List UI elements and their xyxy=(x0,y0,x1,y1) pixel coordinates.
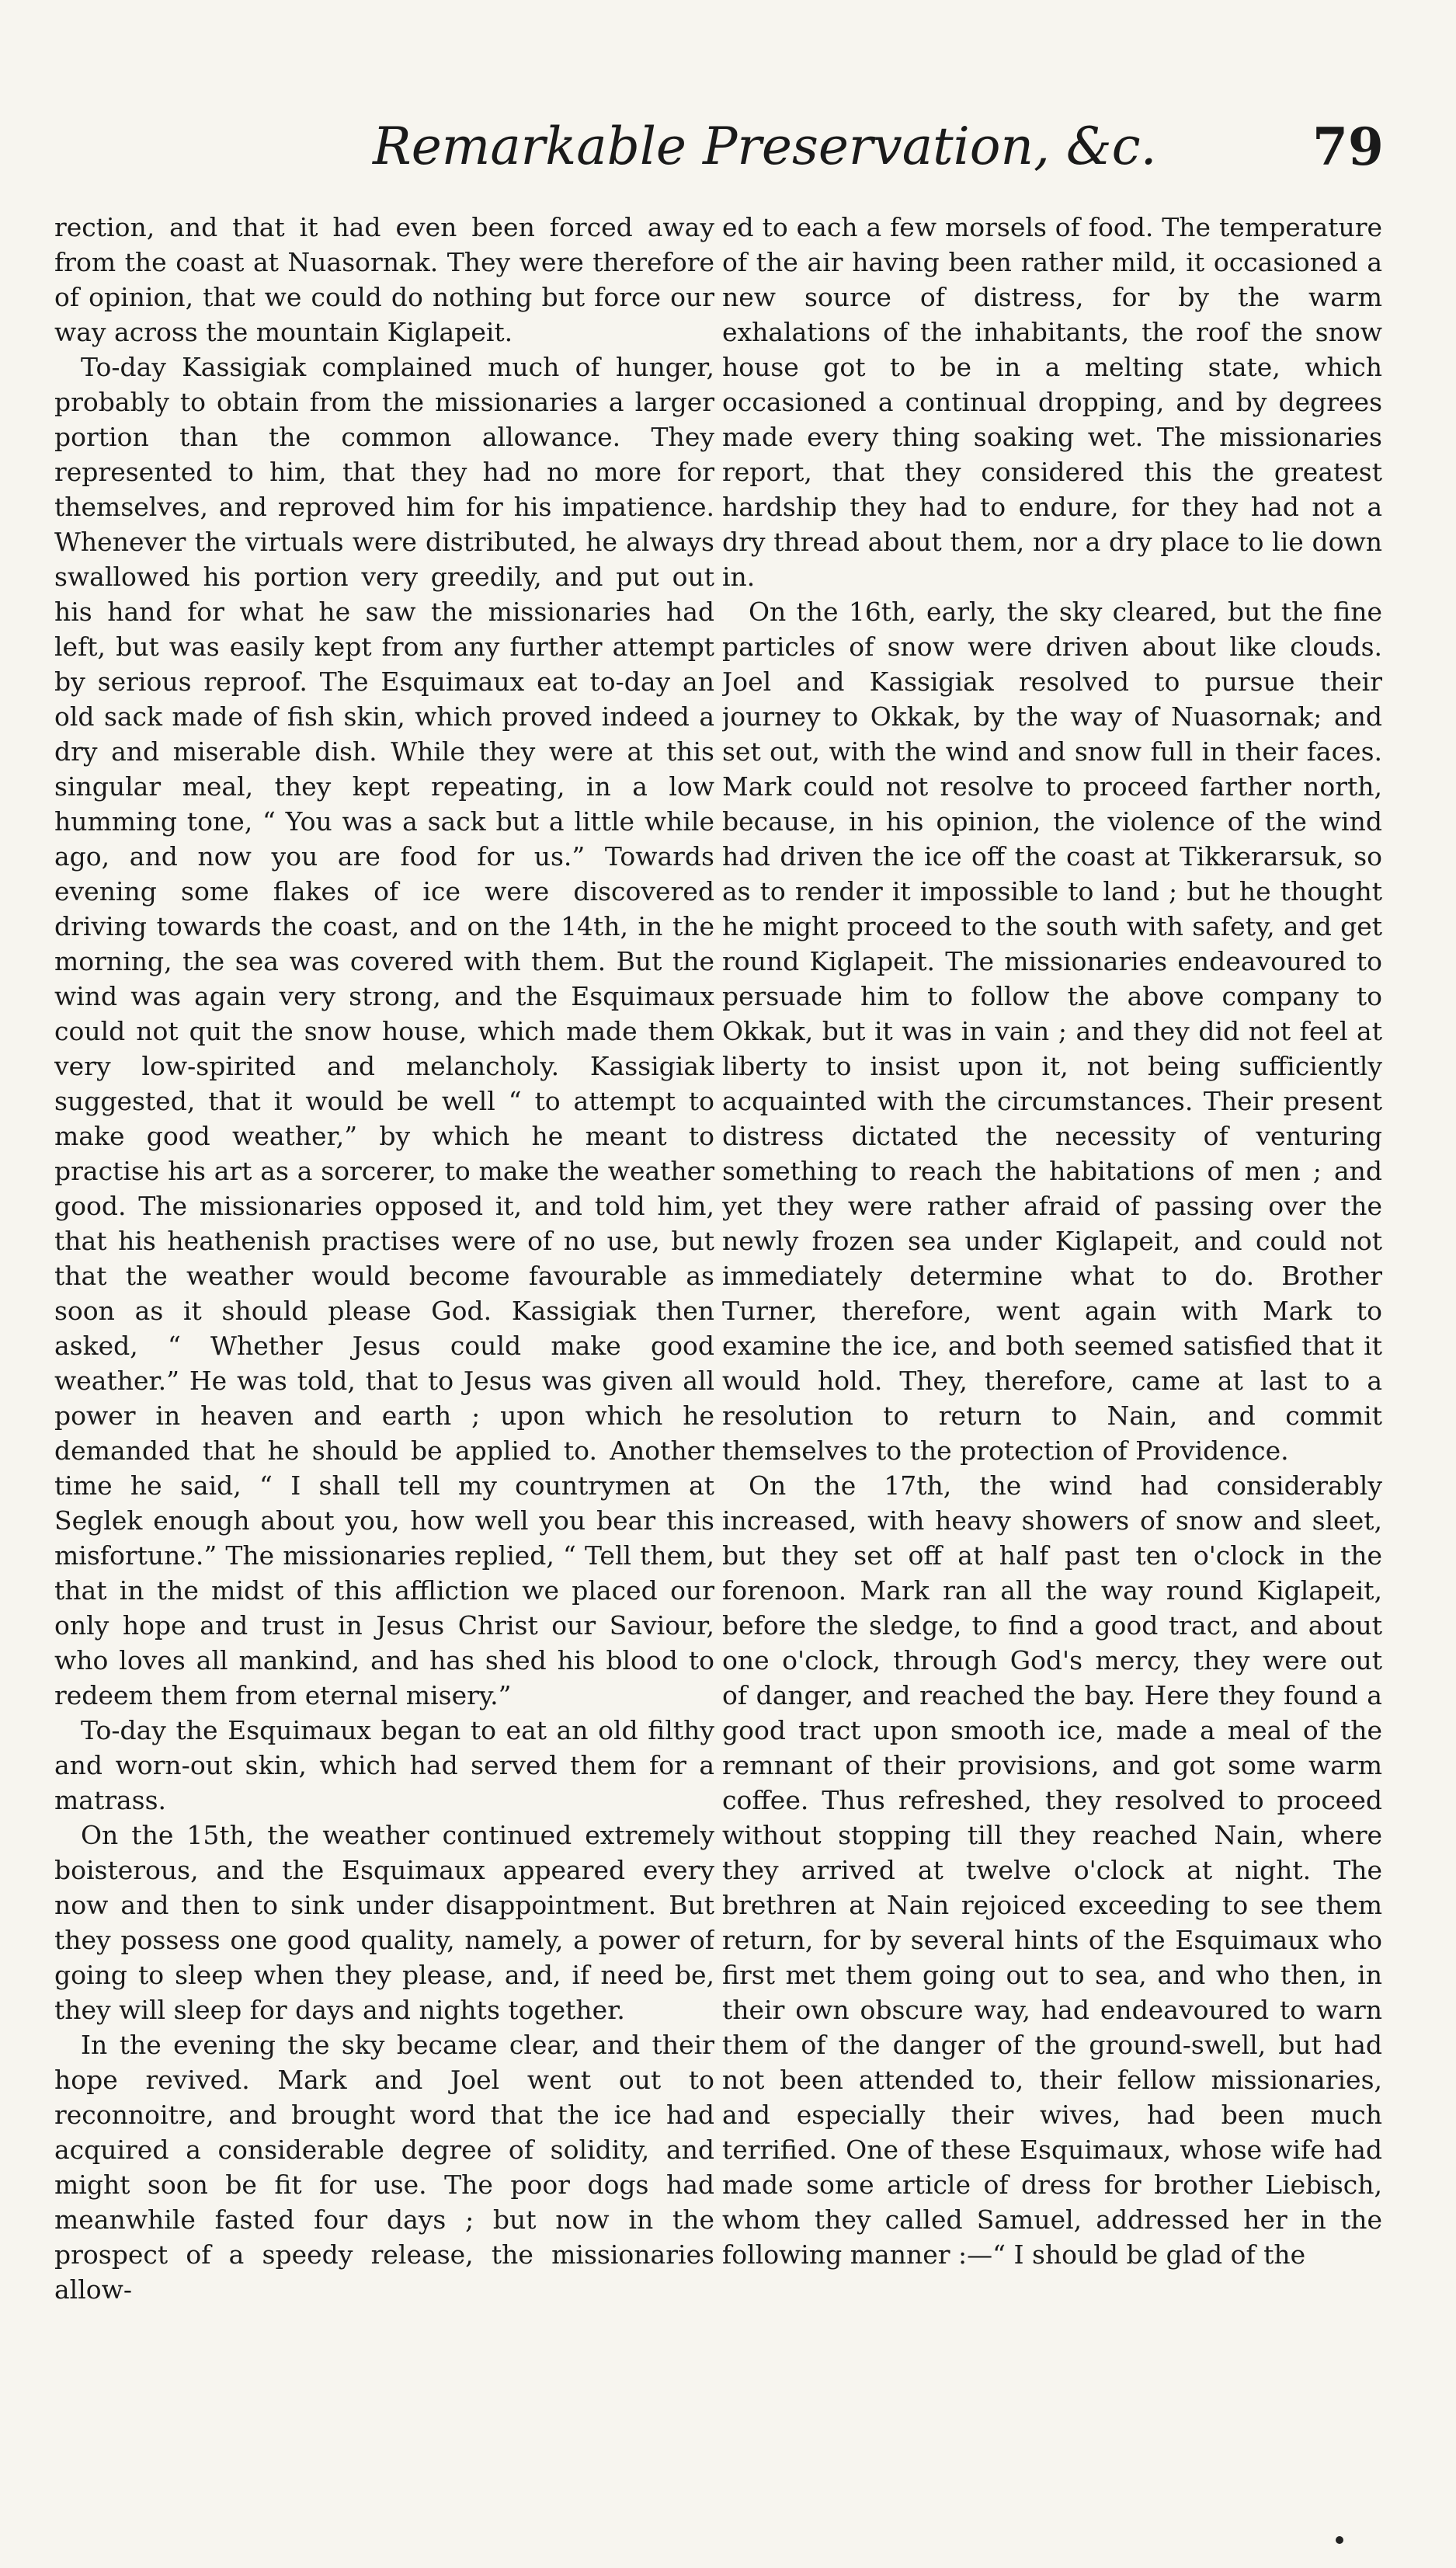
paragraph: To-day the Esquimaux began to eat an old filthy and worn-out skin, which had served them for a matrass. xyxy=(54,1715,714,1815)
paragraph: On the 17th, the wind had considerably increased, with heavy showers of snow and sleet, but they set off at half past ten o'clock in the forenoon. Mark ran all the way round Kiglapeit, before the sledge, to find a good tract, and about one o'clock, through God's mercy, they were out of danger, and reached the bay. Here they found a good tract upon smooth ice, made a meal of the remnant of their provisions, and got some warm coffee. Thus refreshed, they resolved to proceed without stopping till they reached Nain, where they arrived at twelve o'clock at night. The brethren at Nain rejoiced exceeding to see them return, for by several hints of the Esquimaux who first met them going out to sea, and who then, in their own obscure way, had endeavoured to warn them of the danger of the ground-swell, but had not been attended to, their fellow missionaries, and especially their wives, had been much terrified. One of these Esquimaux, whose wife had made some article of dress for brother Liebisch, whom they called Samuel, addressed her in the following manner :—“ I should be glad of the xyxy=(722,1470,1382,2270)
paragraph: On the 16th, early, the sky cleared, but the fine particles of snow were driven about like clouds. Joel and Kassigiak resolved to pursue their journey to Okkak, by the way of Nuasornak; and set out, with the wind and snow full in their faces. Mark could not resolve to proceed farther north, because, in his opinion, the violence of the wind had driven the ice off the coast at Tikkerarsuk, so as to render it impossible to land ; but he thought he might proceed to the south with safety, and get round Kiglapeit. The missionaries endeavoured to persuade him to follow the above company to Okkak, but it was in vain ; and they did not feel at liberty to insist upon it, not being sufficiently acquainted with the circumstances. Their present distress dictated the necessity of venturing something to reach the habitations of men ; and yet they were rather afraid of passing over the newly frozen sea under Kiglapeit, and could not immediately determine what to do. Brother Turner, therefore, went again with Mark to examine the ice, and both seemed satisfied that it would hold. They, therefore, came at last to a resolution to return to Nain, and commit themselves to the protection of Providence. xyxy=(722,597,1382,1466)
running-title: Remarkable Preservation, &c. xyxy=(373,117,1157,176)
page-header xyxy=(0,117,1456,202)
paragraph: To-day Kassigiak complained much of hunger, probably to obtain from the missionaries a larger portion than the common allowance. They represented to him, that they had no more for themselves, and reproved him for his impatience. Whenever the virtuals were distributed, he always swallowed his portion very greedily, and put out his hand for what he saw the missionaries had left, but was easily kept from any further attempt by serious reproof. The Esquimaux eat to-day an old sack made of fish skin, which proved indeed a dry and miserable dish. While they were at this singular meal, they kept repeating, in a low humming tone, “ You was a sack but a little while ago, and now you are food for us.” Towards evening some flakes of ice were discovered driving towards the coast, and on the 14th, in the morning, the sea was covered with them. But the wind was again very strong, and the Esquimaux could not quit the snow house, which made them very low-spirited and melancholy. Kassigiak suggested, that it would be well “ to attempt to make good weather,” by which he meant to practise his art as a sorcerer, to make the weather good. The missionaries opposed it, and told him, that his heathenish practises were of no use, but that the weather would become favourable as soon as it should please God. Kassigiak then asked, “ Whether Jesus could make good weather.” He was told, that to Jesus was given all power in heaven and earth ; upon which he demanded that he should be applied to. Another time he said, “ I shall tell my countrymen at Seglek enough about you, how well you bear this misfortune.” The missionaries replied, “ Tell them, that in the midst of this affliction we placed our only hope and trust in Jesus Christ our Saviour, who loves all mankind, and has shed his blood to redeem them from eternal misery.” xyxy=(54,352,714,1710)
left-column xyxy=(54,210,714,2525)
right-column xyxy=(722,210,1382,2525)
paragraph: rection, and that it had even been forced away from the coast at Nuasornak. They were therefore of opinion, that we could do nothing but force our way across the mountain Kiglapeit. xyxy=(54,212,714,347)
ink-speck xyxy=(1336,2536,1343,2544)
paragraph: In the evening the sky became clear, and their hope revived. Mark and Joel went out to reconnoitre, and brought word that the ice had acquired a considerable degree of solidity, and might soon be fit for use. The poor dogs had meanwhile fasted four days ; but now in the prospect of a speedy release, the missionaries allow- xyxy=(54,2030,714,2305)
paragraph: On the 15th, the weather continued extremely boisterous, and the Esquimaux appeared every now and then to sink under disappointment. But they possess one good quality, namely, a power of going to sleep when they please, and, if need be, they will sleep for days and nights together. xyxy=(54,1820,714,2025)
page-number: 79 xyxy=(1312,117,1384,177)
paragraph: ed to each a few morsels of food. The temperature of the air having been rather mild, it occasioned a new source of distress, for by the warm exhalations of the inhabitants, the roof the snow house got to be in a melting state, which occasioned a continual dropping, and by degrees made every thing soaking wet. The missionaries report, that they considered this the greatest hardship they had to endure, for they had not a dry thread about them, nor a dry place to lie down in. xyxy=(722,212,1382,592)
